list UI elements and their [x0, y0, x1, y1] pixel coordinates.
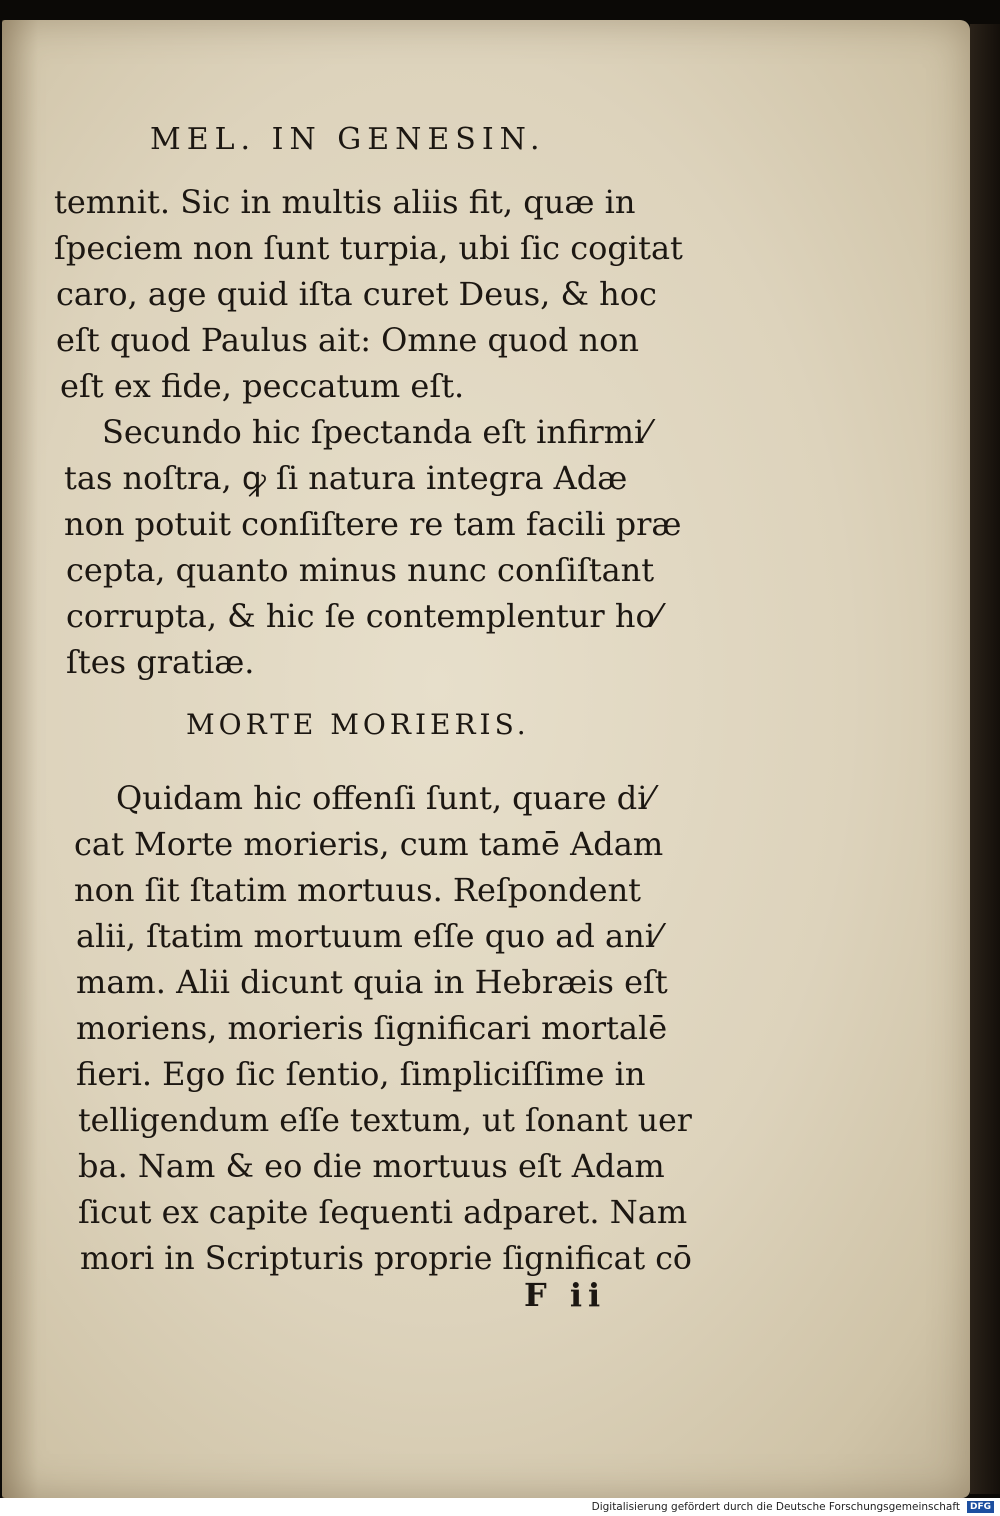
text-line: ſicut ex capite ſequenti adparet. Nam [78, 1193, 688, 1231]
text-line: cat Morte morieris, cum tamē Adam [74, 825, 664, 863]
text-line: temnit. Sic in multis aliis fit, quæ in [54, 183, 636, 221]
text-line: mam. Alii dicunt quia in Hebræis eſt [76, 963, 668, 1001]
running-head: MEL. IN GENESIN. [150, 122, 546, 157]
text-line: corrupta, & hic ſe contemplentur ho⁄ [66, 597, 661, 635]
funding-credit: Digitalisierung gefördert durch die Deutsche Forschungsgemeinschaft [591, 1501, 960, 1513]
signature-mark: F ii [524, 1276, 607, 1314]
text-line: non potuit conſiſtere re tam facili præ [64, 505, 682, 543]
text-line: tas noſtra, ꝙ ſi natura integra Adæ [64, 459, 628, 497]
book-page [2, 20, 970, 1498]
text-line: telligendum eſſe textum, ut ſonant uer [78, 1101, 692, 1139]
text-line: cepta, quanto minus nunc conſiſtant [66, 551, 655, 589]
section-heading: MORTE MORIERIS. [186, 708, 530, 741]
text-line: ſpeciem non ſunt turpia, ubi ſic cogitat [54, 229, 683, 267]
footer-bar [0, 1498, 1000, 1516]
page-edge [970, 24, 1000, 1494]
text-line: Quidam hic offenſi ſunt, quare di⁄ [116, 779, 653, 817]
text-line: Secundo hic ſpectanda eſt infirmi⁄ [102, 413, 650, 451]
text-line: moriens, morieris ſignificari mortalē [76, 1009, 668, 1047]
text-line: non ſit ſtatim mortuus. Reſpondent [74, 871, 642, 909]
text-line: caro, age quid iſta curet Deus, & hoc [56, 275, 657, 313]
text-line: mori in Scripturis proprie ſignificat cō [80, 1239, 692, 1277]
text-line: fieri. Ego ſic ſentio, ſimpliciſſime in [76, 1055, 646, 1093]
text-line: ſtes gratiæ. [66, 643, 255, 681]
dfg-logo-icon: DFG [967, 1501, 994, 1513]
text-line: eſt quod Paulus ait: Omne quod non [56, 321, 639, 359]
text-line: alii, ſtatim mortuum eſſe quo ad ani⁄ [76, 917, 661, 955]
text-line: ba. Nam & eo die mortuus eſt Adam [78, 1147, 665, 1185]
text-line: eſt ex fide, peccatum eſt. [60, 367, 465, 405]
